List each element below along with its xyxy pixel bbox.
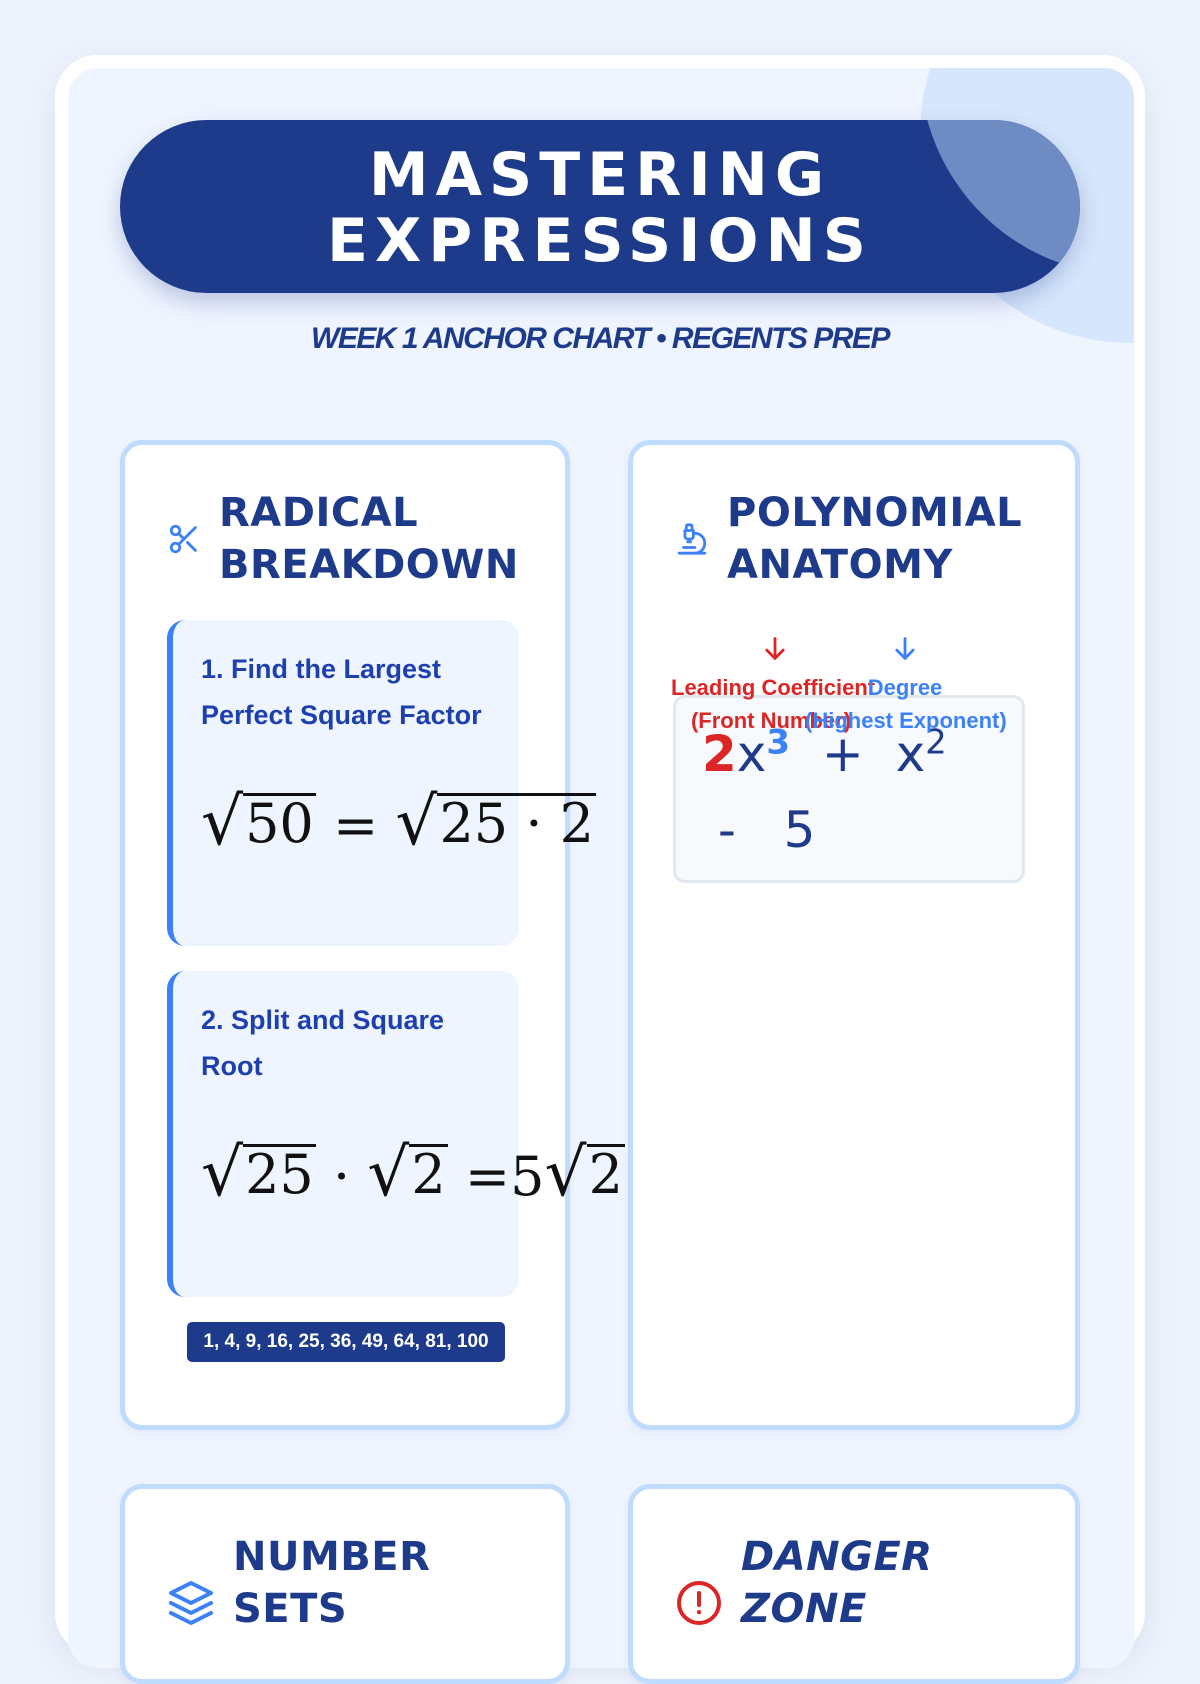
radicand: 2	[588, 1143, 623, 1206]
card-title	[219, 487, 519, 591]
radicand: 25 · 2	[439, 792, 595, 855]
radicand: 50	[245, 792, 314, 855]
microscope-icon	[675, 522, 709, 556]
annotation-line-2: (Highest Exponent)	[805, 708, 1007, 733]
sqrt-2: √ 2	[367, 1134, 446, 1211]
page-title	[120, 142, 1080, 274]
page-subtitle: WEEK 1 ANCHOR CHART • REGENTS PREP	[311, 322, 889, 355]
coefficient: 5	[510, 1145, 545, 1208]
card-header	[167, 487, 519, 591]
title-banner	[120, 120, 1080, 293]
card-title	[727, 487, 1022, 591]
sqrt-25-times-2: √ 25 · 2	[395, 783, 595, 860]
card-title-line-1: POLYNOMIAL	[727, 490, 1023, 536]
annotation-line-1: Degree	[867, 675, 943, 700]
card-title-line-2: ANATOMY	[727, 542, 953, 588]
step-2-label: 2. Split and Square Root	[201, 1005, 445, 1081]
alert-circle-icon	[675, 1579, 723, 1627]
radicand: 2	[411, 1143, 446, 1206]
step-1-box	[167, 620, 595, 946]
number-sets-card	[120, 1484, 570, 1684]
arrow-down-icon	[761, 635, 789, 663]
title-line-1: MASTERING	[368, 140, 832, 210]
card-title-line-2: SETS	[233, 1586, 348, 1632]
arrow-down-icon	[891, 635, 919, 663]
card-title	[741, 1531, 933, 1635]
card-title-line-2: ZONE	[741, 1586, 867, 1632]
card-title	[233, 1531, 430, 1635]
variable: x	[736, 725, 767, 783]
card-title-line-1: NUMBER	[233, 1534, 431, 1580]
card-header	[167, 1531, 430, 1635]
radical-breakdown-card	[120, 440, 623, 1430]
degree: 3	[766, 722, 791, 763]
plus-operator: +	[821, 725, 864, 783]
degree-annotation	[805, 671, 1005, 737]
leading-coefficient: 2	[702, 725, 737, 783]
step-2-equation	[201, 1134, 625, 1211]
radicand: 25	[245, 1143, 314, 1206]
step-2-box	[167, 971, 623, 1297]
constant: 5	[783, 801, 816, 859]
polynomial-anatomy-card	[628, 440, 1080, 1430]
sqrt-2-result: √ 2	[544, 1134, 623, 1211]
annotation-line-1: Leading Coefficient	[671, 675, 876, 700]
card-title-line-1: DANGER	[741, 1534, 933, 1580]
danger-zone-card	[628, 1484, 1080, 1684]
annotation-line-2: (Front Number)	[690, 708, 852, 733]
card-header	[675, 487, 1022, 591]
equals-sign: =	[464, 1145, 511, 1208]
equals-sign: =	[332, 794, 379, 857]
variable: x	[895, 725, 926, 783]
card-title-line-2: BREAKDOWN	[219, 542, 519, 588]
card-header	[675, 1531, 933, 1635]
step-1-equation	[201, 783, 596, 860]
multiply-dot: ·	[332, 1145, 351, 1208]
perfect-squares-chip: 1, 4, 9, 16, 25, 36, 49, 64, 81, 100	[187, 1322, 505, 1362]
card-title-line-1: RADICAL	[219, 490, 419, 536]
title-line-2: EXPRESSIONS	[327, 206, 873, 276]
polynomial-expression	[702, 716, 1022, 868]
layers-icon	[167, 1579, 215, 1627]
sqrt-25: √ 25	[201, 1134, 314, 1211]
sqrt-50: √ 50	[201, 783, 314, 860]
step-1-label: 1. Find the Largest Perfect Square Factor	[201, 654, 482, 730]
scissors-icon	[167, 522, 201, 556]
minus-operator: -	[717, 801, 736, 859]
exponent: 2	[925, 722, 947, 763]
